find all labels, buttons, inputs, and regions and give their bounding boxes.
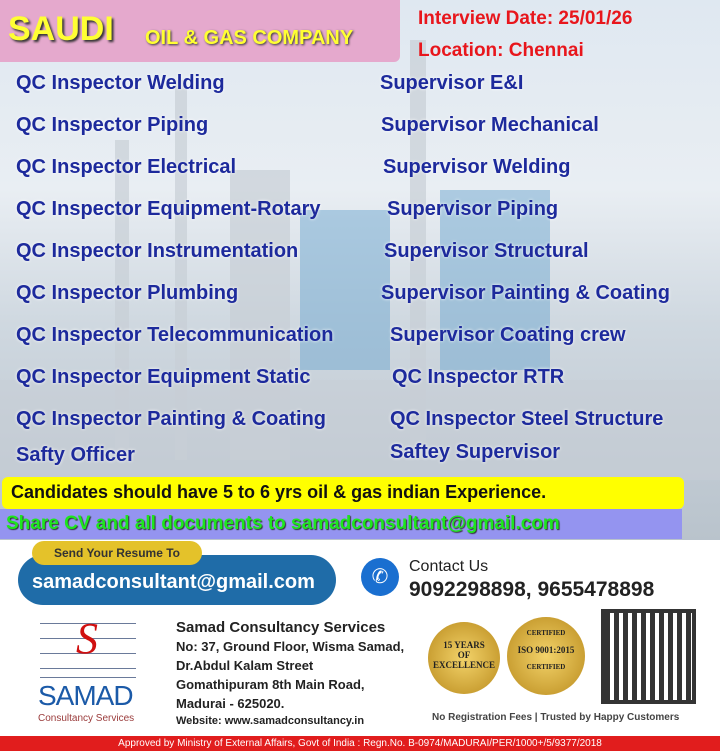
address-line: No: 37, Ground Floor, Wisma Samad, <box>176 639 405 654</box>
job-item: QC Inspector Painting & Coating <box>16 408 327 430</box>
job-item: QC Inspector Plumbing <box>16 282 239 304</box>
job-item: QC Inspector Electrical <box>16 156 237 178</box>
job-item: QC Inspector RTR <box>392 366 565 388</box>
job-item: QC Inspector Steel Structure <box>390 408 664 430</box>
job-item: Saftey Supervisor <box>390 441 561 463</box>
job-item: Supervisor Coating crew <box>390 324 626 346</box>
interview-date: Interview Date: 25/01/26 <box>418 8 633 29</box>
badge-certified: CERTIFIED <box>526 663 566 671</box>
address-line: Gomathipuram 8th Main Road, <box>176 677 365 692</box>
job-item: QC Inspector Telecommunication <box>16 324 334 346</box>
address-line: Dr.Abdul Kalam Street <box>176 658 314 673</box>
job-item: Supervisor Welding <box>383 156 571 178</box>
logo-sub: Consultancy Services <box>38 713 135 724</box>
email-pill[interactable]: samadconsultant@gmail.com <box>18 555 336 605</box>
logo-name: SAMAD <box>38 680 133 711</box>
job-item: QC Inspector Welding <box>16 72 225 94</box>
job-item: Supervisor Painting & Coating <box>381 282 670 304</box>
company-address <box>176 618 404 713</box>
contact-label: Contact Us <box>409 558 489 575</box>
badge-years: 15 YEARS <box>443 640 485 650</box>
iso-badge <box>507 617 585 695</box>
job-item: QC Inspector Piping <box>16 114 209 136</box>
title-banner <box>0 0 400 62</box>
location: Location: Chennai <box>418 40 584 61</box>
badge-iso: ISO 9001:2015 <box>517 645 575 655</box>
job-item: Safty Officer <box>16 444 135 466</box>
qr-code[interactable] <box>601 609 696 704</box>
job-item: Supervisor E&I <box>380 72 524 94</box>
samad-logo: S SAMAD Consultancy Services <box>38 614 135 724</box>
title-company: OIL & GAS COMPANY <box>145 27 354 49</box>
job-item: QC Inspector Instrumentation <box>16 240 299 262</box>
excellence-badge <box>428 622 500 694</box>
contact-phones[interactable]: 9092298898, 9655478898 <box>409 578 655 601</box>
requirement-text: Candidates should have 5 to 6 yrs oil & gas indian Experience. <box>11 482 547 502</box>
phone-icon: ✆ <box>361 558 399 596</box>
website[interactable]: Website: www.samadconsultancy.in <box>176 715 365 727</box>
job-item: QC Inspector Equipment-Rotary <box>16 198 321 220</box>
company-name: Samad Consultancy Services <box>176 619 386 636</box>
address-line: Madurai - 625020. <box>176 696 285 711</box>
footer-approval: Approved by Ministry of External Affairs, Govt of India : Regn.No. B-0974/MADURAI/PER/1000+/5/9377/2018 <box>0 736 720 751</box>
badge-certified: CERTIFIED <box>526 629 566 637</box>
requirement-banner <box>2 477 684 509</box>
job-item: Supervisor Mechanical <box>381 114 599 136</box>
job-item: QC Inspector Equipment Static <box>16 366 311 388</box>
job-item: Supervisor Piping <box>387 198 559 220</box>
title-saudi: SAUDI <box>8 10 114 48</box>
tagline: No Registration Fees | Trusted by Happy Customers <box>432 712 680 723</box>
share-banner <box>0 509 682 539</box>
badge-of: OF <box>457 650 471 660</box>
job-item: Supervisor Structural <box>384 240 589 262</box>
badge-excellence: EXCELLENCE <box>432 660 495 670</box>
share-text: Share CV and all documents to samadconsultant@gmail.com <box>6 513 560 534</box>
send-resume-label: Send Your Resume To <box>32 541 202 565</box>
